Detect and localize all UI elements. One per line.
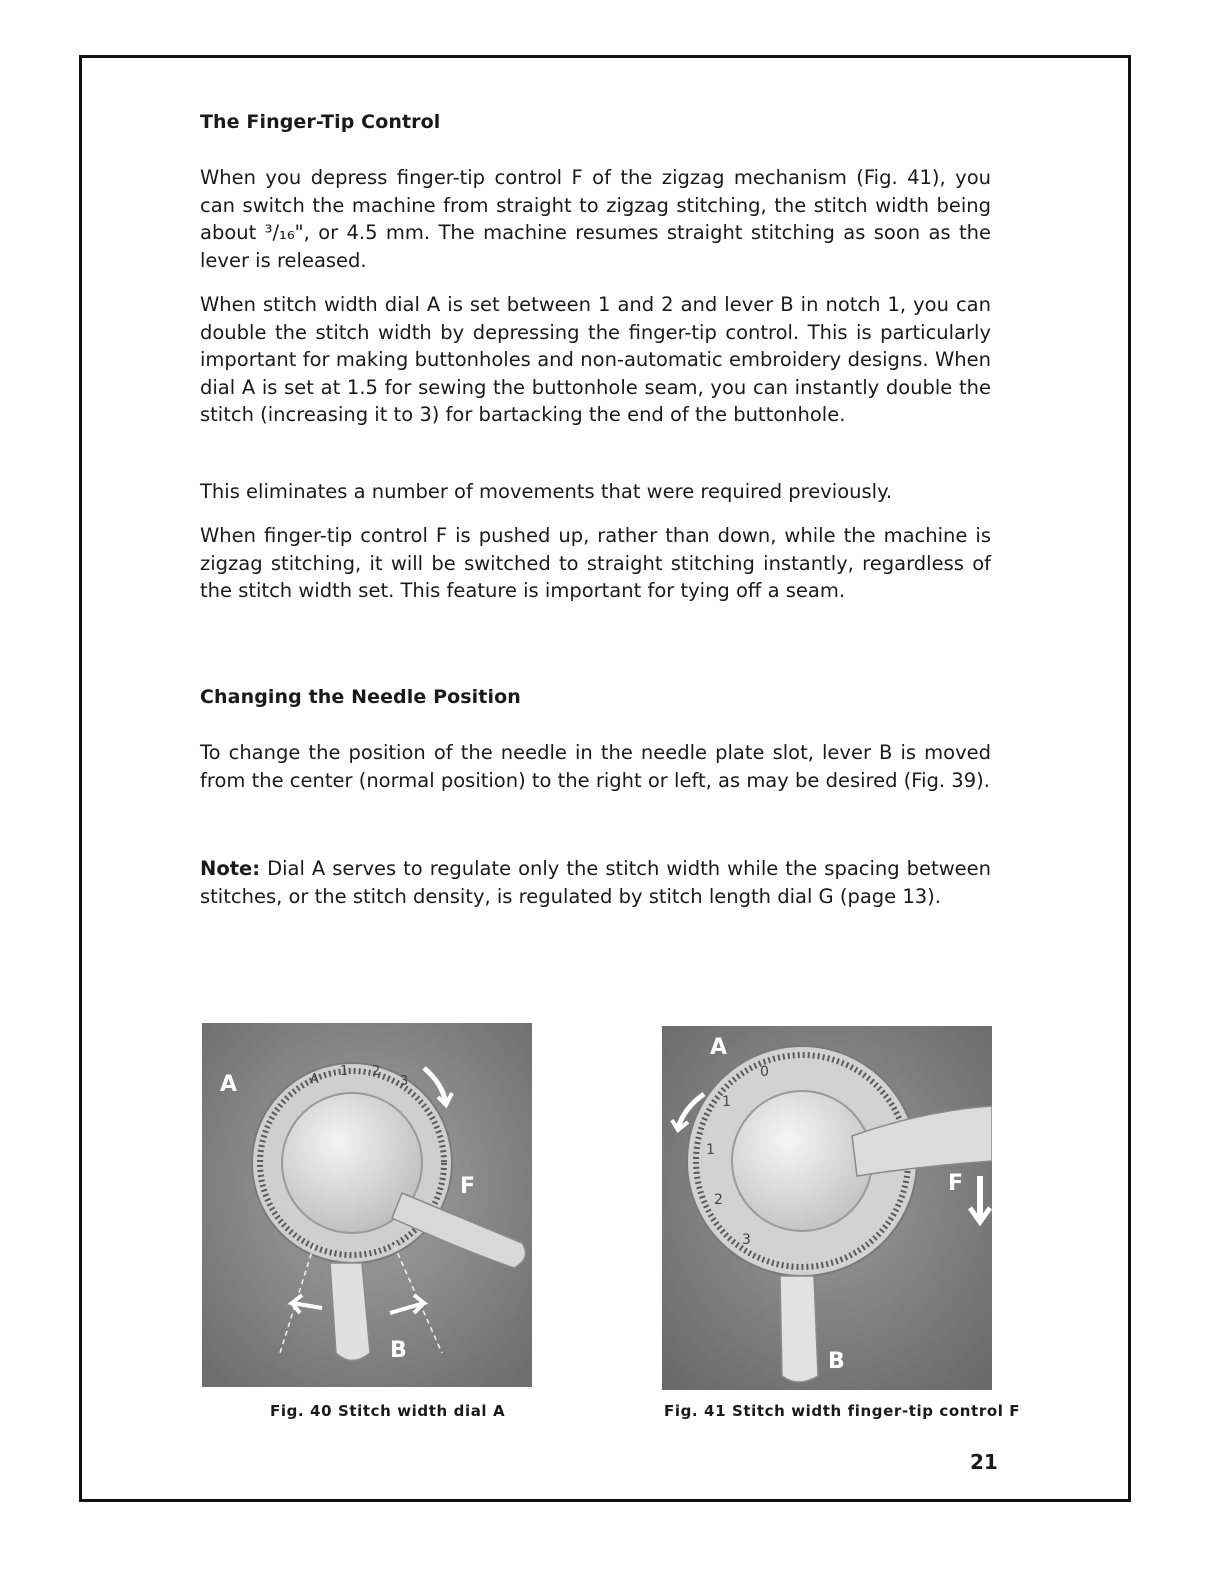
page-number: 21 <box>970 1450 998 1474</box>
section-heading-changing-needle-position: Changing the Needle Position <box>200 686 521 708</box>
paragraph: This eliminates a number of movements that were required previously. <box>200 480 893 503</box>
label-b: B <box>390 1338 407 1363</box>
paragraph: When finger-tip control F is pushed up, rather than down, while the machine is zigzag stitching, it will be switched to straight stitching instantly, regardless of the stitch width set. This feature is important for tying off a seam. <box>200 524 991 602</box>
paragraph: When stitch width dial A is set between 1 and 2 and lever B in notch 1, you can double the stitch width by depressing the finger-tip control. This is particularly important for making buttonholes and non-automatic embroidery designs. When dial A is set at 1.5 for sewing the buttonhole seam, you can instantly double the stitch (increasing it to 3) for bartacking the end of the buttonhole. <box>200 293 991 426</box>
dial-mark: 3 <box>400 1074 409 1089</box>
note-paragraph <box>200 855 991 910</box>
dial-mark: 1 <box>340 1064 349 1079</box>
figure-41-photo <box>662 1026 992 1390</box>
dial-mark: 0 <box>760 1064 769 1080</box>
label-f: F <box>948 1171 964 1196</box>
label-a: A <box>220 1072 238 1097</box>
note-text: Dial A serves to regulate only the stitch width while the spacing between stitches, or the stitch density, is regulated by stitch length dial G (page 13). <box>200 857 992 908</box>
dial-mark: 2 <box>372 1064 381 1079</box>
figure-40-photo <box>202 1023 532 1387</box>
note-label: Note: <box>200 857 261 880</box>
paragraph: When you depress finger-tip control F of the zigzag mechanism (Fig. 41), you can switch the machine from straight to zigzag stitching, the stitch width being about ³/₁₆", or 4.5 mm. The machine resumes straight stitching as soon as the lever is released. <box>200 166 991 272</box>
dial-mark: 2 <box>714 1192 723 1208</box>
label-a: A <box>710 1035 728 1060</box>
figure-41-caption: Fig. 41 Stitch width finger-tip control F <box>664 1402 1021 1420</box>
dial-mark: 1 <box>706 1142 715 1158</box>
label-b: B <box>828 1349 845 1374</box>
figure-40-caption: Fig. 40 Stitch width dial A <box>270 1402 506 1420</box>
dial-mark: A <box>310 1072 319 1087</box>
label-f: F <box>460 1174 476 1199</box>
paragraph: To change the position of the needle in the needle plate slot, lever B is moved from the center (normal position) to the right or left, as may be desired (Fig. 39). <box>200 741 991 792</box>
dial-mark: 1 <box>722 1094 731 1110</box>
dial-mark: 3 <box>742 1232 751 1248</box>
section-heading-finger-tip-control: The Finger-Tip Control <box>200 111 441 133</box>
